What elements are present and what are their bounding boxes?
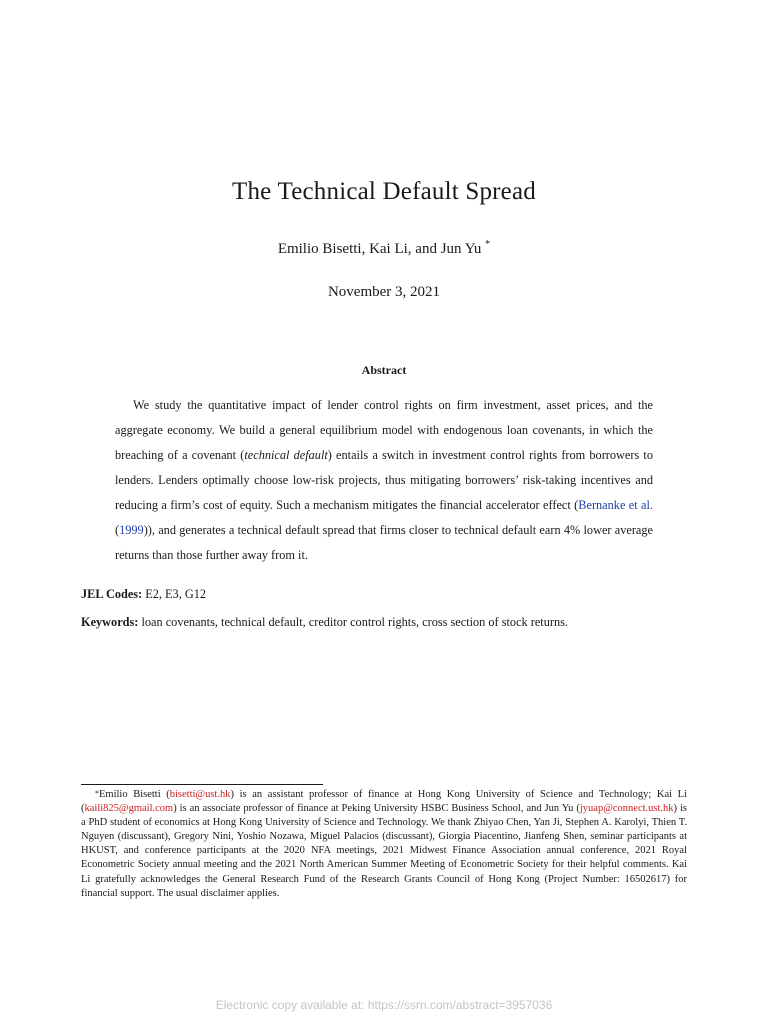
jel-codes: [81, 587, 691, 602]
citation-link-year[interactable]: 1999: [119, 523, 144, 537]
abstract-body: [115, 393, 653, 568]
abstract-heading: Abstract: [361, 363, 407, 377]
keywords: [81, 615, 691, 630]
author-footnote: [81, 788, 687, 901]
abstract-text-2: ) entails a switch in investment control rights from borrowers to lenders. Lenders optimally choose low-risk projects, thus mitigating borrowers’ risk-taking incentives and reducing a firm’s cost of equity. Such a mechanism mitigates the financial accelerator effect (: [115, 448, 653, 512]
footnote-part-4: ) is a PhD student of economics at Hong Kong University of Science and Technology. We thank Zhiyao Chen, Yan Ji, Stephen A. Karolyi, Thien T. Nguyen (discussant), Gregory Nini, Yoshio Nozawa, Miguel Palacios (discussant), Giorgia Piacentino, Jianfeng Shen, seminar participants at HKUST, and conference participants at the 2020 NFA meetings, 2021 Midwest Finance Association annual conference, 2021 Royal Econometric Society annual meeting and the 2021 North American Summer Meeting of Econometric Society for their helpful comments. Kai Li gratefully acknowledges the General Research Fund of the Research Grants Council of Hong Kong (Project Number: 16502617) for financial support. The usual disclaimer applies.: [81, 803, 687, 899]
author-names: Emilio Bisetti, Kai Li, and Jun Yu: [277, 241, 482, 257]
paper-title: The Technical Default Spread: [232, 178, 536, 205]
abstract-emphasis: technical default: [244, 448, 328, 462]
email-link-bisetti[interactable]: bisetti@ust.hk: [169, 789, 231, 800]
paper-date: November 3, 2021: [327, 284, 441, 300]
citation-open-paren: (: [115, 523, 120, 537]
keywords-label: Keywords:: [81, 615, 139, 629]
jel-label: JEL Codes:: [81, 587, 143, 601]
footnote-part-1: Emilio Bisetti (: [99, 789, 170, 800]
author-line: [0, 241, 768, 258]
jel-value: E2, E3, G12: [145, 587, 207, 601]
footnote-mark: *: [95, 789, 99, 798]
footnote-part-2: ) is an assistant professor of finance at Hong Kong University of Science and Technology; Kai Li (: [81, 789, 687, 815]
ssrn-watermark: Electronic copy available at: https://ssrn.com/abstract=3957036: [215, 998, 553, 1012]
abstract-text-3: )), and generates a technical default spread that firms closer to technical default earn 4% lower average returns than those further away from it.: [115, 523, 653, 562]
footnote-part-3: ) is an associate professor of finance at Peking University HSBC Business School, and Jun Yu (: [173, 803, 580, 815]
author-footnote-mark[interactable]: *: [485, 239, 491, 250]
citation-link-author[interactable]: Bernanke et al.: [578, 498, 653, 512]
keywords-value: loan covenants, technical default, creditor control rights, cross section of stock returns.: [141, 615, 568, 629]
email-link-li[interactable]: kaili825@gmail.com: [84, 803, 174, 815]
email-link-yu[interactable]: jyuap@connect.ust.hk: [579, 803, 674, 815]
abstract-text-1: We study the quantitative impact of lender control rights on firm investment, asset prices, and the aggregate economy. We build a general equilibrium model with endogenous loan covenants, in which the breaching of a covenant (: [115, 398, 653, 462]
footnote-rule: [81, 784, 323, 785]
